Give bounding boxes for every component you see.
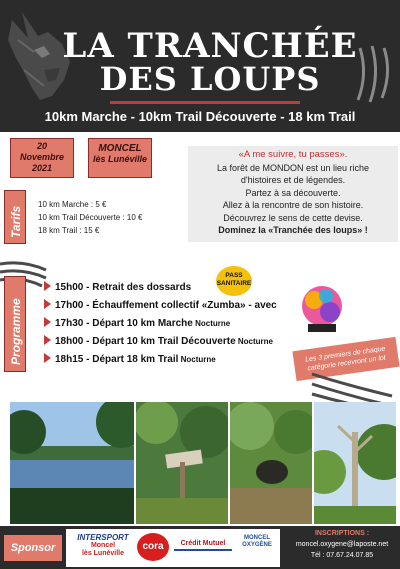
programme-item xyxy=(44,318,230,329)
contact-head: INSCRIPTIONS : xyxy=(314,530,370,537)
tarif-row: 18 km Trail : 15 € xyxy=(38,226,100,235)
programme-text: - Départ 10 km Marche xyxy=(83,318,193,329)
date-badge xyxy=(10,138,74,178)
programme-time: 18h15 xyxy=(55,354,84,365)
intersport-line-2: Moncel xyxy=(90,542,116,549)
date-year: 2021 xyxy=(31,163,53,173)
programme-text: - Échauffement collectif «Zumba» - avec xyxy=(83,300,277,311)
pass-line-2: SANITAIRE xyxy=(216,280,252,287)
programme-time: 17h00 xyxy=(55,300,84,311)
programme-text: - Départ 10 km Trail Découverte xyxy=(83,336,236,347)
header-divider xyxy=(110,101,300,104)
quote-box xyxy=(188,146,398,242)
location-line-1: MONCEL xyxy=(98,143,142,154)
quote-final: Dominez la «Tranchée des loups» ! xyxy=(218,225,368,235)
quote-line: Allez à la rencontre de son histoire. xyxy=(222,200,364,210)
quote-line: d'histoires et de légendes. xyxy=(240,175,346,185)
contact-phone[interactable]: Tél : 07.67.24.07.85 xyxy=(310,552,374,559)
programme-item xyxy=(44,354,216,365)
registration-contact xyxy=(286,528,398,561)
programme-suffix: Nocturne xyxy=(235,337,273,346)
chevron-right-icon xyxy=(44,281,51,291)
photo-forest-sign xyxy=(136,402,228,524)
credit-mutuel-underline xyxy=(174,549,232,551)
intersport-line-3: lès Lunéville xyxy=(81,550,125,557)
quote-head: «A me suivre, tu passes». xyxy=(238,149,348,160)
pass-sanitaire-badge xyxy=(216,266,252,296)
intersport-name: INTERSPORT xyxy=(77,533,129,542)
photo-tunnel xyxy=(230,402,312,524)
location-badge xyxy=(88,138,152,178)
title-line-1: LA TRANCHÉE xyxy=(62,26,358,66)
zumba-logo xyxy=(296,278,348,338)
chevron-right-icon xyxy=(44,299,51,309)
programme-tab xyxy=(4,276,26,372)
programme-text: - Retrait des dossards xyxy=(83,282,192,293)
chevron-right-icon xyxy=(44,353,51,363)
tarifs-tab xyxy=(4,190,26,244)
sponsor-label: Sponsor xyxy=(4,535,62,561)
date-month: Novembre xyxy=(19,152,64,162)
quote-line: La forêt de MONDON est un lieu riche xyxy=(216,162,370,173)
moncel-oxygene-logo xyxy=(238,533,276,563)
tarif-row: 10 km Trail Découverte : 10 € xyxy=(38,213,143,222)
contact-email[interactable]: moncel.oxygene@laposte.net xyxy=(295,541,389,548)
intersport-logo xyxy=(72,533,134,563)
programme-suffix: Nocturne xyxy=(192,319,231,328)
tarif-row: 10 km Marche : 5 € xyxy=(38,200,107,209)
pass-line-1: PASS xyxy=(225,272,243,279)
programme-time: 17h30 xyxy=(55,318,84,329)
chevron-right-icon xyxy=(44,335,51,345)
moncel-logo-line-2: OXYGÈNE xyxy=(242,542,272,548)
date-day: 20 xyxy=(36,141,47,151)
cora-logo: cora xyxy=(137,533,169,561)
quote-line: Découvrez le sens de cette devise. xyxy=(223,212,363,223)
programme-time: 18h00 xyxy=(55,336,84,347)
tarifs-list xyxy=(38,198,143,237)
programme-item xyxy=(44,282,191,293)
tarifs-tab-label: Tarifs xyxy=(9,205,23,238)
location-line-2: lès Lunéville xyxy=(92,154,148,164)
programme-text: - Départ 18 km Trail xyxy=(83,354,179,365)
credit-mutuel-name: Crédit Mutuel xyxy=(180,540,226,547)
programme-suffix: Nocturne xyxy=(178,355,216,364)
quote-line: Partez à sa découverte. xyxy=(245,187,341,198)
credit-mutuel-logo xyxy=(174,540,232,558)
moncel-logo-line-1: MONCEL xyxy=(244,535,270,541)
programme-tab-label: Programme xyxy=(9,298,23,365)
photo-strip xyxy=(10,402,396,524)
winners-note: Les 3 premiers de chaque catégorie recevront un lot xyxy=(292,337,399,381)
title-line-2: DES LOUPS xyxy=(99,60,321,98)
chevron-right-icon xyxy=(44,317,51,327)
photo-lake xyxy=(10,402,134,524)
programme-item xyxy=(44,300,277,311)
race-subtitle: 10km Marche - 10km Trail Découverte - 18 km Trail xyxy=(44,109,356,124)
header-banner xyxy=(0,0,400,132)
photo-dead-tree xyxy=(314,402,396,524)
claw-marks-icon xyxy=(354,44,394,104)
programme-time: 15h00 xyxy=(55,282,84,293)
programme-item xyxy=(44,336,273,347)
